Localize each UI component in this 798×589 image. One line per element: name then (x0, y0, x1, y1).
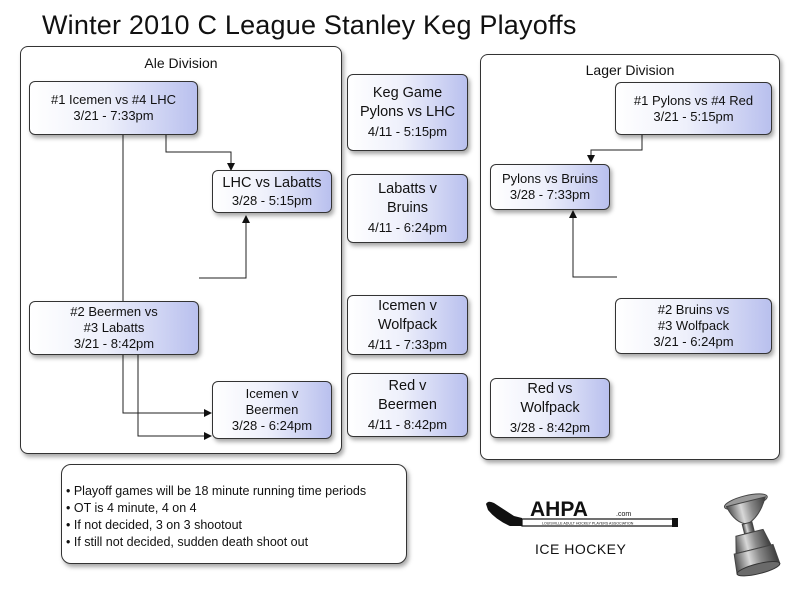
note-item: • Playoff games will be 18 minute running time periods (66, 484, 367, 498)
logo-subtitle: ICE HOCKEY (535, 541, 627, 557)
game-matchup-line2: Beermen (378, 396, 437, 413)
note-item: • If still not decided, sudden death shoot out (66, 535, 309, 549)
keg-game (347, 74, 468, 151)
game-matchup-line2: #3 Wolfpack (657, 318, 730, 333)
game-matchup-line1: Red v (388, 377, 427, 394)
game-time: 4/11 - 5:15pm (367, 124, 448, 139)
center-game-icemen-vs-wolfpack (347, 295, 468, 355)
game-time: 3/28 - 7:33pm (509, 187, 591, 202)
page-title: Winter 2010 C League Stanley Keg Playoffs (42, 10, 577, 40)
game-matchup: LHC vs Labatts (222, 175, 322, 191)
game-matchup-line1: Labatts v (378, 181, 437, 197)
ale-game-beermen-vs-labatts (29, 301, 199, 355)
game-matchup-line2: Wolfpack (520, 399, 580, 416)
connector-lager-game1-to-game2 (591, 134, 642, 162)
game-time: 3/28 - 8:42pm (509, 419, 591, 435)
game-time: 3/21 - 5:15pm (653, 108, 734, 124)
game-matchup-line2: Wolfpack (377, 316, 438, 333)
center-game-labatts-vs-bruins (347, 174, 468, 243)
note-item: • If not decided, 3 on 3 shootout (66, 518, 243, 532)
logo-brand: AHPA (530, 498, 588, 521)
game-time: 3/28 - 6:24pm (231, 418, 313, 433)
game-time: 3/28 - 5:15pm (231, 193, 313, 208)
connector-ale-game3-to-game4 (138, 355, 211, 436)
ale-division-title: Ale Division (144, 55, 218, 71)
game-matchup: Pylons vs Bruins (501, 171, 599, 186)
game-time: 4/11 - 8:42pm (367, 416, 448, 432)
lager-division-title: Lager Division (585, 62, 675, 78)
game-time: 4/11 - 6:24pm (367, 220, 448, 235)
ale-game-icemen-vs-lhc (29, 81, 198, 135)
connector-ale-game3-to-game2 (199, 216, 246, 278)
game-time: 3/21 - 8:42pm (73, 336, 155, 351)
lager-game-bruins-vs-wolfpack (615, 298, 772, 354)
logo-suffix: .com (616, 511, 632, 518)
game-time: 3/21 - 6:24pm (653, 334, 734, 349)
game-matchup: #1 Pylons vs #4 Red (633, 92, 754, 108)
game-matchup-line1: #2 Beermen vs (70, 304, 158, 319)
game-time: 3/21 - 7:33pm (73, 108, 154, 123)
ale-game-lhc-vs-labatts (212, 170, 332, 213)
game-time: 4/11 - 7:33pm (367, 336, 448, 352)
game-matchup-line1: #2 Bruins vs (657, 302, 730, 317)
game-matchup-line2: #3 Labatts (83, 320, 145, 335)
lager-game-red-vs-wolfpack (490, 378, 610, 438)
center-game-red-vs-beermen (347, 373, 468, 437)
game-matchup-line1: Icemen v (245, 386, 299, 401)
connector-ale-game1-to-game4 (123, 135, 211, 413)
keg-trophy-image (712, 490, 786, 580)
note-item: • OT is 4 minute, 4 on 4 (66, 501, 197, 515)
connector-ale-game1-to-game2 (166, 135, 231, 170)
logo-tagline: LOUISVILLE ADULT HOCKEY PLAYERS ASSOCIATION (542, 521, 634, 526)
lager-game-pylons-vs-red (615, 82, 772, 135)
lager-game-pylons-vs-bruins (490, 164, 610, 210)
game-matchup-line1: Icemen v (378, 297, 437, 314)
ale-game-icemen-vs-beermen (212, 381, 332, 439)
game-matchup-line2: Beermen (245, 402, 299, 417)
game-matchup: #1 Icemen vs #4 LHC (50, 92, 176, 107)
rules-notes (61, 464, 407, 564)
game-matchup-line2: Bruins (386, 200, 429, 216)
game-matchup-line1: Red vs (527, 380, 573, 397)
connector-lager-game3-to-game2 (573, 211, 617, 277)
game-label: Keg Game (372, 85, 443, 101)
game-matchup: Pylons vs LHC (359, 104, 456, 120)
